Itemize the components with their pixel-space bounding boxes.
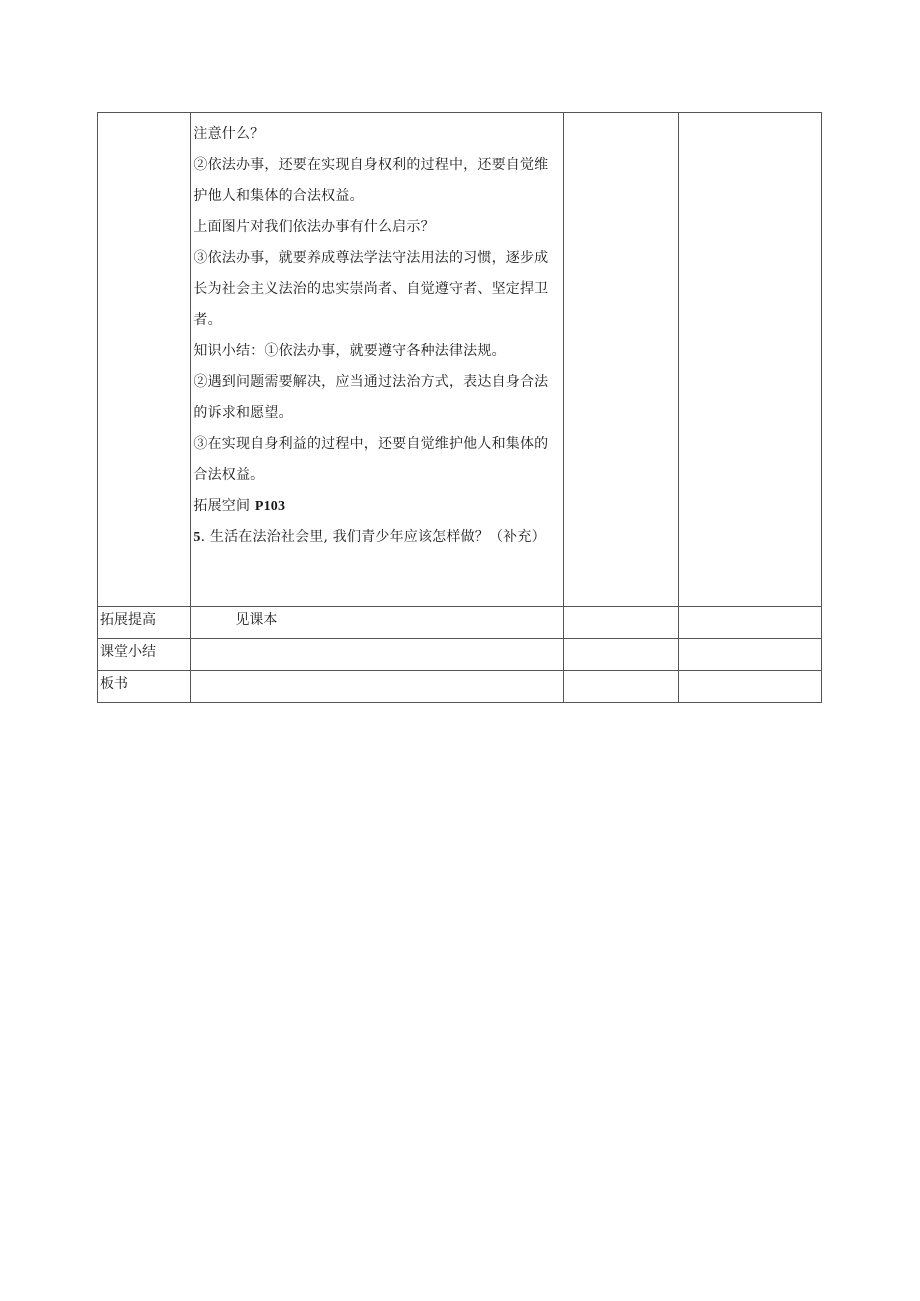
content-line: 上面图片对我们依法办事有什么启示？ [193,219,435,235]
content-line: 注意什么？ [193,126,265,142]
row-content-cell [191,639,564,671]
table-row [98,607,822,639]
row-label-cell [98,113,191,607]
row-label: 板书 [100,676,128,692]
row-label-cell [98,671,191,703]
question-text: . 生活在法治社会里, 我们青少年应该怎样做？（补充） [200,529,546,545]
empty-cell [563,607,678,639]
row-label: 课堂小结 [100,644,156,660]
content-line: ③依法办事，就要养成尊法学法守法用法的习惯，逐步成 [193,250,549,266]
row-content [191,671,563,673]
content-line: 者。 [193,312,222,328]
empty-cell [679,639,822,671]
content-line: ②遇到问题需要解决，应当通过法治方式，表达自身合法 [193,374,549,390]
empty-cell [563,671,678,703]
row-label: 拓展提高 [100,612,156,628]
extension-space-page: P103 [254,499,286,514]
content-line: 知识小结：①依法办事，就要遵守各种法律法规。 [193,343,506,359]
row-label-cell [98,607,191,639]
empty-cell [563,639,678,671]
main-content-row [98,113,822,607]
row-content-cell [191,607,564,639]
content-line: 的诉求和愿望。 [193,405,293,421]
extension-space-line [193,491,559,522]
content-line: ②依法办事，还要在实现自身权利的过程中，还要自觉维 [193,157,549,173]
empty-cell [679,607,822,639]
question-line [193,522,559,553]
main-content-cell [191,113,564,607]
lesson-plan-table [97,112,822,703]
content-line: ③在实现自身利益的过程中，还要自觉维护他人和集体的 [193,436,549,452]
content-line: 护他人和集体的合法权益。 [193,188,364,204]
row-content: 见课本 [235,612,278,628]
empty-cell [679,113,822,607]
question-number: 5 [193,530,201,545]
content-line: 长为社会主义法治的忠实崇尚者、自觉遵守者、坚定捍卫 [193,281,549,297]
row-content-cell [191,671,564,703]
row-content [191,639,563,641]
empty-cell [679,671,822,703]
row-label-cell [98,639,191,671]
content-line: 合法权益。 [193,467,265,483]
table-row [98,671,822,703]
table-row [98,639,822,671]
empty-cell [563,113,678,607]
extension-space-prefix: 拓展空间 [193,498,255,514]
